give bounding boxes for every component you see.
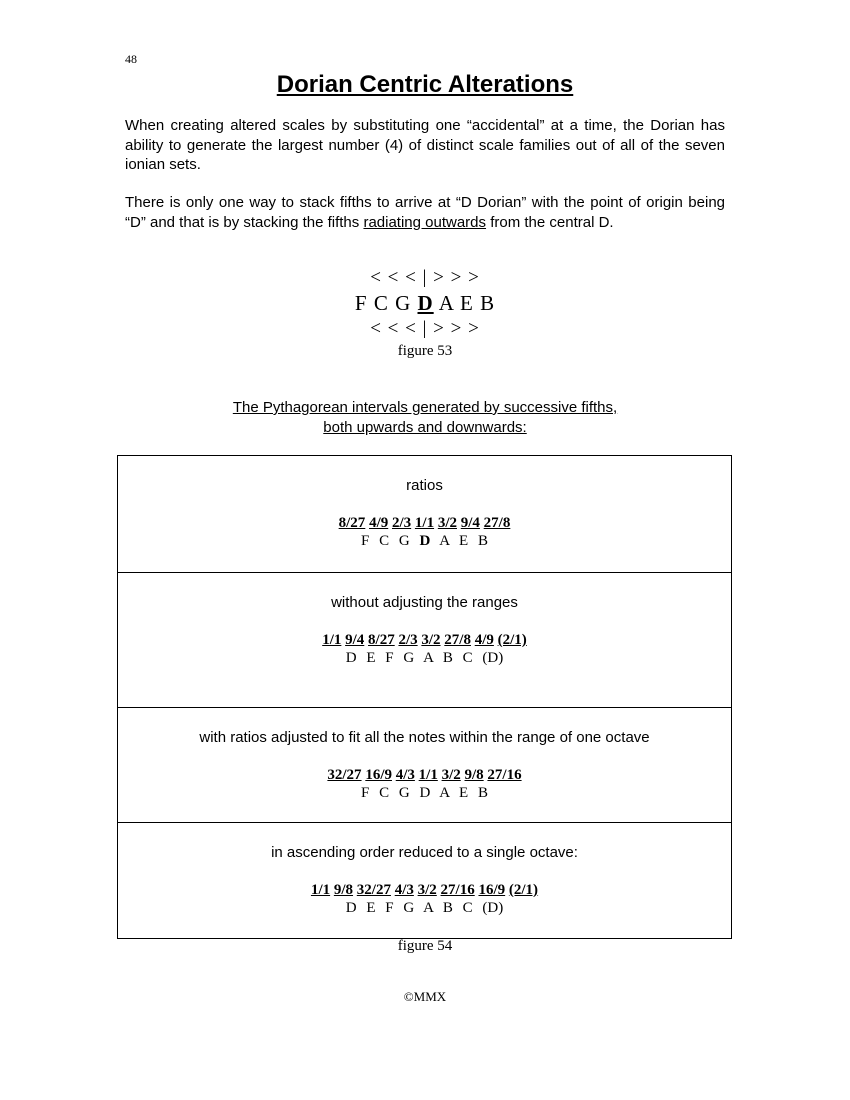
note-name: D (419, 785, 431, 801)
ratio-value: 4/3 (394, 882, 414, 898)
note-line (118, 532, 731, 550)
stacking-paragraph (125, 193, 725, 232)
note-name: F (385, 650, 394, 666)
note-name: F (361, 533, 370, 549)
subheading-line-1: The Pythagorean intervals generated by successive fifths, (232, 399, 618, 416)
note-name: E (459, 785, 469, 801)
note-name: B (442, 900, 453, 916)
ratio-line (118, 514, 731, 532)
figure-54-caption: figure 54 (397, 938, 453, 954)
note-name: B (442, 650, 453, 666)
table-row (118, 708, 731, 823)
ratio-table (117, 455, 732, 939)
ratio-value: 1/1 (418, 767, 438, 783)
note-line (118, 784, 731, 802)
table-row (118, 823, 731, 938)
note-name: E (366, 650, 376, 666)
stacking-text-after: from the central D. (486, 213, 614, 231)
ratio-value: 2/3 (391, 515, 412, 531)
note-line (118, 899, 731, 917)
ratio-value: 2/3 (398, 632, 418, 648)
ratio-line (118, 881, 731, 899)
note-name: G (403, 650, 415, 666)
ratio-value: 32/27 (356, 882, 391, 898)
ratio-value: 4/9 (369, 515, 389, 531)
ratio-value: 3/2 (437, 515, 457, 531)
note-name: D (345, 900, 357, 916)
figure-53 (0, 265, 850, 360)
notes-right: A E B (433, 291, 496, 315)
radiating-outwards-text: radiating outwards (363, 213, 487, 231)
fifths-notes (0, 290, 850, 316)
page-title: Dorian Centric Alterations (276, 71, 574, 98)
note-name: E (459, 533, 469, 549)
notes-left: F C G (354, 291, 418, 315)
ratio-value: 32/27 (327, 767, 362, 783)
subheading-line-2: both upwards and downwards: (323, 419, 527, 436)
row-label: ratios (406, 477, 443, 494)
row-label: without adjusting the ranges (331, 594, 518, 611)
ratio-value: 1/1 (414, 515, 435, 531)
ratio-value: 8/27 (338, 515, 366, 531)
ratio-value: 27/16 (487, 767, 522, 783)
note-name: G (398, 533, 410, 549)
note-name: G (398, 785, 410, 801)
fifths-arrows-top: < < < | > > > (370, 267, 480, 288)
ratio-value: 1/1 (310, 882, 331, 898)
note-name: B (477, 785, 488, 801)
ratio-value: 16/9 (365, 767, 392, 783)
ratio-value: 27/8 (483, 515, 511, 531)
ratio-value: 4/3 (395, 767, 415, 783)
row-label: with ratios adjusted to fit all the notes within the range of one octave (199, 729, 650, 746)
row-label: in ascending order reduced to a single octave: (271, 844, 578, 861)
note-name: B (477, 533, 488, 549)
ratio-value: (2/1) (497, 632, 527, 648)
ratio-value: 16/9 (478, 882, 506, 898)
table-row (118, 456, 731, 573)
note-name: A (439, 533, 450, 549)
ratio-value: 27/8 (444, 632, 471, 648)
ratio-value: (2/1) (508, 882, 539, 898)
ratio-value: 3/2 (421, 632, 441, 648)
note-name: D (419, 533, 431, 549)
note-name: C (379, 533, 390, 549)
ratio-value: 9/8 (333, 882, 354, 898)
note-name: A (439, 785, 450, 801)
note-name: C (462, 650, 473, 666)
ratio-value: 4/9 (474, 632, 494, 648)
ratio-value: 9/4 (345, 632, 365, 648)
note-line (118, 649, 731, 667)
ratio-value: 3/2 (417, 882, 437, 898)
center-note: D (417, 291, 434, 315)
ratio-value: 1/1 (322, 632, 342, 648)
note-name: C (462, 900, 473, 916)
fifths-arrows-bottom: < < < | > > > (370, 318, 480, 339)
note-name: A (423, 900, 434, 916)
intro-paragraph: When creating altered scales by substituting one “accidental” at a time, the Dorian has ability to generate the largest number (4) of distinct scale families out of all of the seven ionian sets. (125, 117, 725, 173)
ratio-line (118, 631, 731, 649)
note-name: (D) (482, 900, 504, 916)
note-name: C (379, 785, 390, 801)
figure-53-caption: figure 53 (397, 343, 453, 359)
stacking-text-before: There is only one way to stack fifths to arrive at “D Dorian” with the point of origin being “D” and that is by stacking the fifths (125, 194, 725, 231)
intervals-subheading (0, 398, 850, 438)
ratio-line (118, 766, 731, 784)
note-name: E (366, 900, 376, 916)
ratio-value: 27/16 (440, 882, 475, 898)
table-row (118, 573, 731, 708)
ratio-value: 9/4 (460, 515, 480, 531)
note-name: D (345, 650, 357, 666)
note-name: (D) (482, 650, 504, 666)
copyright-footer: ©MMX (403, 989, 447, 1004)
note-name: G (403, 900, 415, 916)
ratio-value: 3/2 (441, 767, 461, 783)
note-name: F (361, 785, 370, 801)
page-number: 48 (125, 52, 137, 66)
note-name: F (385, 900, 394, 916)
ratio-value: 8/27 (368, 632, 395, 648)
ratio-value: 9/8 (464, 767, 484, 783)
note-name: A (423, 650, 434, 666)
